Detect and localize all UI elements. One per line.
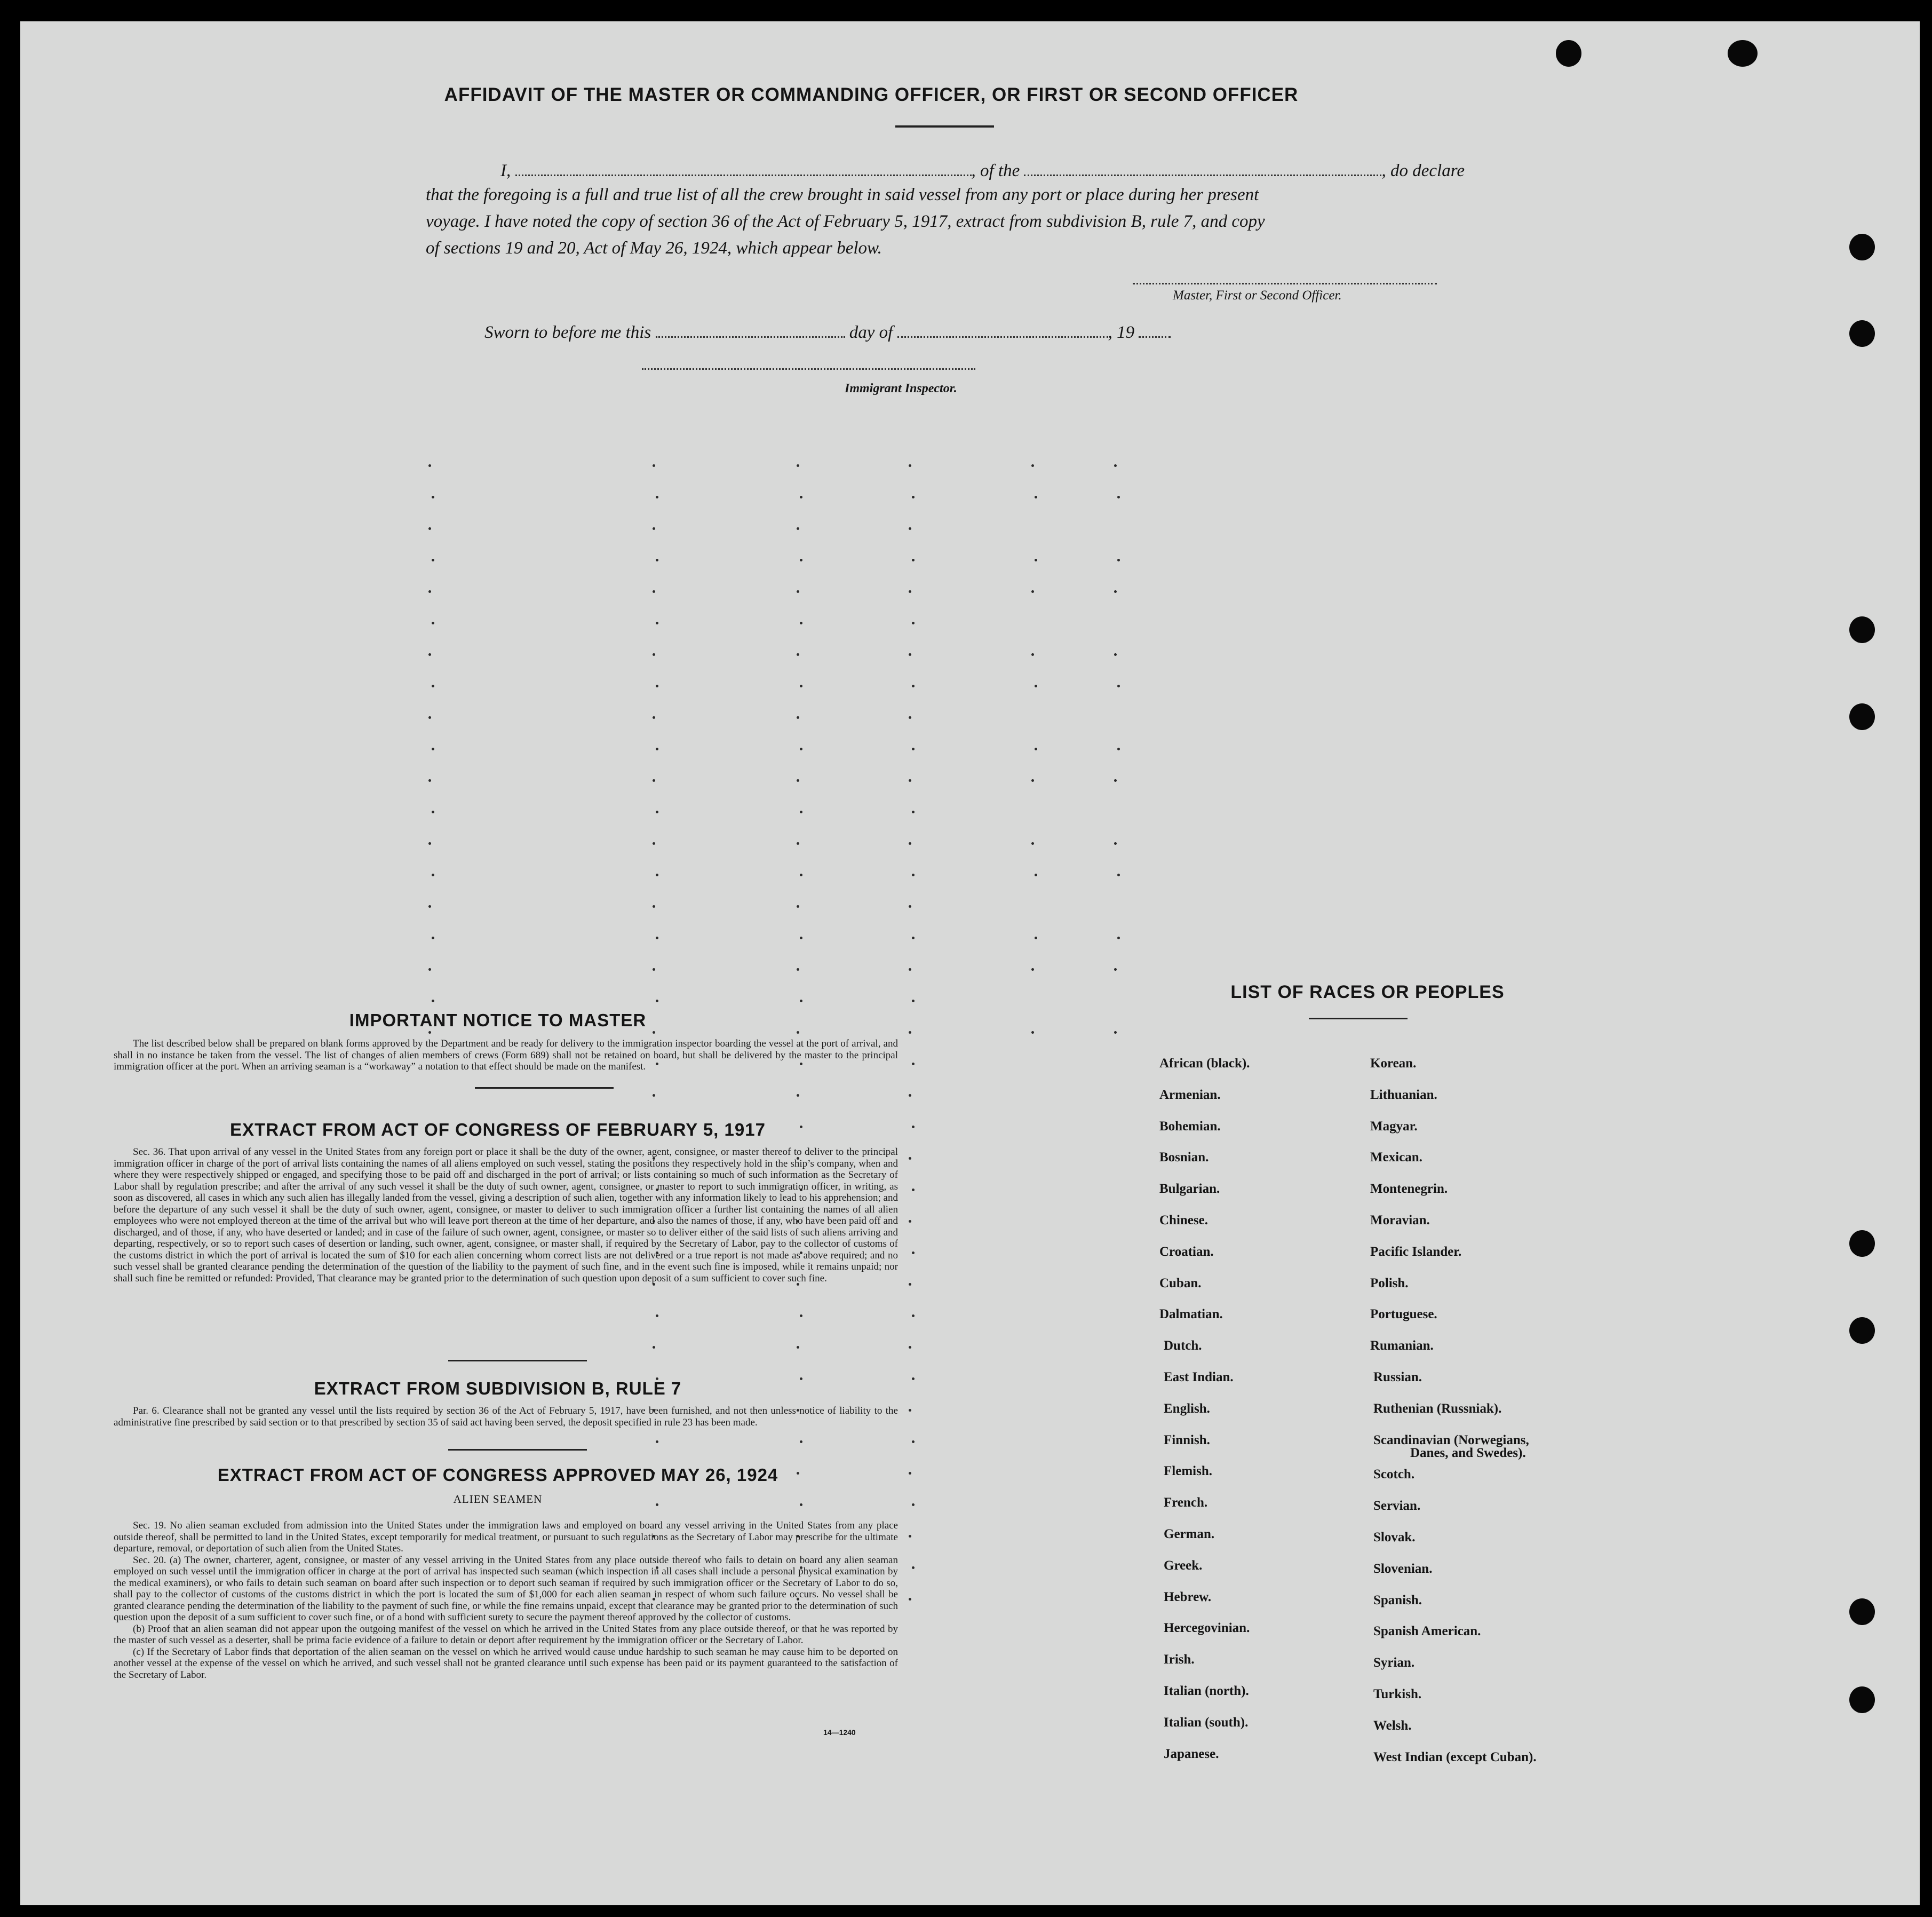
bleed-dot [653, 716, 655, 719]
extract-1917-title: EXTRACT FROM ACT OF CONGRESS OF FEBRUARY 5, 1917 [230, 1120, 766, 1139]
declaration-body [426, 181, 1488, 262]
bleed-dot [1035, 874, 1037, 876]
declaration-body-line: that the foregoing is a full and true list of all the crew brought in said vessel from any port or place during her present [426, 185, 1259, 204]
race-item: Montenegrin. [1370, 1182, 1448, 1197]
bleed-dot [656, 811, 658, 813]
bleed-dot [656, 748, 658, 750]
bleed-dot [653, 527, 655, 530]
bleed-dot [1031, 1031, 1034, 1034]
bleed-dot [656, 496, 658, 498]
bleed-dot [1031, 968, 1034, 971]
bleed-dot [912, 1126, 915, 1128]
extract-1924-text [114, 1520, 898, 1681]
race-item: Armenian. [1159, 1087, 1221, 1102]
section-divider [448, 1449, 587, 1451]
race-item: Rumanian. [1370, 1338, 1434, 1353]
bleed-dot [800, 685, 802, 687]
bleed-dot [428, 905, 431, 908]
bleed-dot [432, 622, 434, 624]
bleed-dot [797, 1346, 799, 1349]
bleed-dot [800, 811, 802, 813]
bleed-dot [800, 1000, 802, 1002]
inspector-signature-label: Immigrant Inspector. [845, 382, 957, 395]
race-item: Cuban. [1159, 1276, 1202, 1290]
bleed-dot [428, 716, 431, 719]
inspector-signature-line[interactable] [642, 368, 975, 370]
bleed-dot [1031, 653, 1034, 656]
bleed-dot [797, 779, 799, 782]
race-item: Moravian. [1370, 1213, 1430, 1227]
bleed-dot [909, 716, 911, 719]
officer-name-field[interactable] [515, 175, 972, 176]
bleed-dot [1035, 496, 1037, 498]
bleed-dot [1117, 874, 1120, 876]
bleed-dot [800, 748, 802, 750]
bleed-dot [912, 1314, 915, 1317]
bleed-dot [653, 1346, 655, 1349]
bleed-dot [653, 653, 655, 656]
bleed-dot [656, 685, 658, 687]
punch-hole [1849, 703, 1875, 730]
bleed-dot [1117, 748, 1120, 750]
race-item: Welsh. [1373, 1718, 1412, 1733]
race-item: English. [1164, 1401, 1210, 1416]
bleed-dot [800, 1314, 802, 1317]
bleed-dot [909, 1346, 911, 1349]
bleed-dot [653, 464, 655, 467]
bleed-dot [912, 1503, 915, 1506]
bleed-dot [797, 842, 799, 845]
master-signature-label: Master, First or Second Officer. [1173, 288, 1342, 303]
bleed-dot [1035, 748, 1037, 750]
race-item: German. [1164, 1527, 1215, 1541]
race-item: Japanese. [1164, 1746, 1219, 1761]
bleed-dot [432, 811, 434, 813]
bleed-dot [912, 496, 915, 498]
race-item: Flemish. [1164, 1464, 1212, 1479]
bleed-dot [1035, 937, 1037, 939]
bleed-dot [909, 1472, 911, 1475]
race-item: Spanish. [1373, 1593, 1422, 1607]
bleed-dot [912, 811, 915, 813]
extract-1924-title: EXTRACT FROM ACT OF CONGRESS APPROVED MAY 26, 1924 [217, 1465, 778, 1485]
bleed-dot [797, 968, 799, 971]
bleed-dot [800, 496, 802, 498]
race-item: Slovenian. [1373, 1561, 1433, 1576]
punch-hole [1849, 1598, 1875, 1625]
master-signature-line[interactable] [1133, 283, 1437, 284]
bleed-dot [432, 874, 434, 876]
races-title: LIST OF RACES OR PEOPLES [1230, 982, 1505, 1002]
section-divider [448, 1360, 587, 1361]
extract-1917-text: Sec. 36. That upon arrival of any vessel in the United States from any foreign port or place it shall be the duty of the owner, agent, consignee, or master thereof to deliver to the principal immigration officer in charge of the port of arrival lists containing the names of all aliens employed on such vessel, stating the positions they respectively hold in the ship’s company, when and where they were respectively shipped or engaged, and specifying those to be paid off and discharged in the port of arrival; or lists containing so much of such information as the Secretary of Labor shall by regulation prescribe; and after the arrival of any such vessel it shall be the duty of such owner, agent, consignee, or master to report to such immigration officer, in writing, as soon as discovered, all cases in which any such alien has illegally landed from the vessel, giving a description of such alien, together with any information likely to lead to his apprehension; and before the departure of any such vessel it shall be the duty of such owner, agent, consignee, or master to deliver to such immigration officer a further list containing the names of all alien employees who were not employed thereon at the time of the arrival but who will leave port thereon at the time of her departure, and also the names of those, if any, who have been paid off and discharged, and of those, if any, who have deserted or landed; and in case of the failure of such owner, agent, consignee, or master so to deliver either of the said lists of such aliens arriving and departing, respectively, or so to report such cases of desertion or landing, such owner, agent, consignee, or master shall, if required by the Secretary of Labor, pay to the collector of customs of the customs district in which the port of arrival is located the sum of $10 for each alien concerning whom correct lists are not delivered or a true report is not made as above required; and no such vessel shall be granted clearance pending the determination of the question of the liability to the payment of such fine, and in the event such fine is imposed, while it remains unpaid; nor shall such fine be remitted or refunded: Provided, That clearance may be granted prior to the determination of such question upon deposit of a sum sufficient to cover such fine. [114, 1146, 898, 1284]
bleed-dot [656, 874, 658, 876]
race-item: Greek. [1164, 1558, 1203, 1573]
bleed-dot [909, 527, 911, 530]
bleed-dot [653, 1031, 655, 1034]
race-item: Hebrew. [1164, 1589, 1212, 1604]
bleed-dot [432, 496, 434, 498]
race-item: Finnish. [1164, 1432, 1210, 1447]
punch-hole [1728, 40, 1758, 67]
bleed-dot [428, 1031, 431, 1034]
race-item: Danes, and Swedes). [1410, 1445, 1526, 1460]
race-item: Ruthenian (Russniak). [1373, 1401, 1502, 1416]
bleed-dot [656, 622, 658, 624]
bleed-dot [656, 937, 658, 939]
bleed-dot [797, 653, 799, 656]
race-item: Bulgarian. [1159, 1182, 1220, 1197]
bleed-dot [912, 874, 915, 876]
bleed-dot [653, 779, 655, 782]
bleed-dot [909, 1157, 911, 1160]
punch-hole [1849, 234, 1875, 260]
bleed-dot [432, 1000, 434, 1002]
race-item: Polish. [1370, 1276, 1409, 1290]
bleed-dot [1117, 559, 1120, 561]
sworn-day-of: day of [849, 323, 893, 342]
race-item: Croatian. [1159, 1244, 1214, 1259]
bleed-dot [1114, 842, 1117, 845]
bleed-dot [909, 968, 911, 971]
bleed-dot [428, 779, 431, 782]
bleed-dot [797, 716, 799, 719]
punch-hole [1849, 1230, 1875, 1257]
bleed-dot [800, 559, 802, 561]
bleed-dot [428, 590, 431, 593]
bleed-dot [1117, 496, 1120, 498]
bleed-dot [797, 464, 799, 467]
bleed-dot [797, 1031, 799, 1034]
bleed-dot [656, 1440, 658, 1443]
sworn-year: , 19 [1108, 323, 1135, 342]
bleed-dot [912, 1000, 915, 1002]
sec-20b-text: (b) Proof that an alien seaman did not appear upon the outgoing manifest of the vessel on which he arrived in the United States from any place outside thereof, or that he was reported by the master of such vessel as a deserter, shall be prima facie evidence of a failure to detain or deport after requirement by the immigration officer or the Secretary of Labor. [114, 1623, 898, 1646]
races-title-underline [1309, 1018, 1408, 1019]
sworn-prefix: Sworn to before me this [484, 323, 651, 342]
declare-i: I, [500, 161, 511, 180]
bleed-dot [1035, 685, 1037, 687]
bleed-dot [656, 1314, 658, 1317]
sec-20c-text: (c) If the Secretary of Labor finds that deportation of the alien seaman on the vessel on which he arrived would cause undue hardship to such seaman he may cause him to be deported on another vessel at the expense of the vessel on which he arrived, and such vessel shall not be granted clearance until such expense has been paid or its payment guaranteed to the satisfaction of the Secretary of Labor. [114, 1646, 898, 1681]
race-item: Dutch. [1164, 1338, 1202, 1353]
race-item: Mexican. [1370, 1150, 1422, 1165]
bleed-dot [800, 874, 802, 876]
bleed-dot [800, 1440, 802, 1443]
bleed-dot [909, 590, 911, 593]
bleed-dot [912, 685, 915, 687]
bleed-dot [428, 527, 431, 530]
race-item: Hercegovinian. [1164, 1621, 1250, 1636]
section-divider [475, 1087, 614, 1089]
bleed-dot [1035, 559, 1037, 561]
extract-1924-subtitle: ALIEN SEAMEN [453, 1493, 543, 1506]
bleed-dot [909, 905, 911, 908]
extract-rule7-title: EXTRACT FROM SUBDIVISION B, RULE 7 [314, 1379, 682, 1398]
bleed-dot [1031, 464, 1034, 467]
bleed-dot [653, 905, 655, 908]
race-item: Italian (south). [1164, 1715, 1249, 1730]
race-item: Bohemian. [1159, 1119, 1221, 1134]
bleed-dot [428, 464, 431, 467]
bleed-dot [653, 590, 655, 593]
bleed-dot [432, 937, 434, 939]
race-item: Lithuanian. [1370, 1087, 1437, 1102]
bleed-dot [909, 1220, 911, 1223]
bleed-dot [912, 559, 915, 561]
race-item: French. [1164, 1495, 1208, 1510]
declare-tail: , do declare [1381, 161, 1465, 180]
bleed-dot [912, 748, 915, 750]
race-item: African (black). [1159, 1056, 1250, 1071]
affidavit-title: AFFIDAVIT OF THE MASTER OR COMMANDING OFFICER, OR FIRST OR SECOND OFFICER [444, 84, 1299, 105]
bleed-dot [1117, 937, 1120, 939]
bleed-dot [912, 1377, 915, 1380]
sworn-line [484, 323, 1171, 343]
race-item: Portuguese. [1370, 1307, 1437, 1322]
extract-rule7-text: Par. 6. Clearance shall not be granted any vessel until the lists required by section 36 of the Act of February 5, 1917, have been furnished, and not then unless notice of liability to the administrative fine prescribed by said section or to that prescribed by section 35 of said act having been served, the deposit specified in rule 23 has been made. [114, 1405, 898, 1428]
race-item: Scandinavian (Norwegians, [1373, 1432, 1529, 1447]
bleed-dot [912, 937, 915, 939]
notice-title: IMPORTANT NOTICE TO MASTER [349, 1010, 647, 1030]
bleed-dot [909, 842, 911, 845]
race-item: Irish. [1164, 1652, 1195, 1667]
bleed-dot [912, 622, 915, 624]
bleed-dot [653, 1094, 655, 1097]
sworn-year-field[interactable] [1139, 336, 1171, 338]
bleed-dot [909, 464, 911, 467]
bleed-dot [912, 1440, 915, 1443]
bleed-dot [1031, 842, 1034, 845]
bleed-dot [800, 937, 802, 939]
title-underline [895, 125, 994, 128]
declaration-body-line: of sections 19 and 20, Act of May 26, 1924, which appear below. [426, 239, 882, 258]
bleed-dot [909, 1598, 911, 1601]
race-item: Chinese. [1159, 1213, 1208, 1227]
sec-20a-text: Sec. 20. (a) The owner, charterer, agent, consignee, or master of any vessel arriving in the United States from any place outside thereof who fails to detain on board any alien seaman employed on such vessel until the immigration officer in charge at the port of arrival has inspected such seaman (which inspection in all cases shall include a personal physical examination by the medical examiners), or who fails to detain such seaman on board after such inspection or to deport such seaman if required by such immigration officer or the Secretary of Labor to do so, shall pay to the collector of customs of the customs district in which the port is located the sum of $1,000 for each alien seaman in respect of whom such failure occurs. No vessel shall be granted clearance pending the determination of the liability to the payment of such fine, or while the fine remains unpaid, except that clearance may be granted prior to the determination of such question upon the deposit of a sum sufficient to cover such fine, or of a bond with sufficient surety to secure the payment thereof approved by the collector of customs. [114, 1554, 898, 1623]
bleed-dot [909, 1409, 911, 1412]
bleed-dot [656, 1000, 658, 1002]
bleed-dot [912, 1063, 915, 1065]
vessel-name-field[interactable] [1024, 175, 1381, 176]
bleed-dot [1114, 779, 1117, 782]
declaration-line [500, 161, 1465, 181]
bleed-dot [1031, 779, 1034, 782]
bleed-dot [1114, 464, 1117, 467]
bleed-dot [653, 842, 655, 845]
punch-hole [1556, 40, 1581, 67]
declaration-body-line: voyage. I have noted the copy of section 36 of the Act of February 5, 1917, extract from subdivision B, rule 7, and copy [426, 212, 1265, 231]
race-item: Syrian. [1373, 1655, 1415, 1670]
bleed-dot [909, 1094, 911, 1097]
race-item: Italian (north). [1164, 1684, 1249, 1698]
bleed-dot [909, 779, 911, 782]
bleed-dot [909, 1283, 911, 1286]
bleed-dot [428, 653, 431, 656]
race-item: Turkish. [1373, 1687, 1422, 1701]
form-number: 14—1240 [823, 1728, 856, 1737]
race-item: Russian. [1373, 1370, 1422, 1384]
race-item: Spanish American. [1373, 1624, 1481, 1639]
race-item: West Indian (except Cuban). [1373, 1749, 1537, 1764]
race-item: Magyar. [1370, 1119, 1418, 1134]
bleed-dot [909, 1535, 911, 1538]
sec-19-text: Sec. 19. No alien seaman excluded from admission into the United States under the immigration laws and employed on board any vessel arriving in the United States from any place outside thereof, shall be permitted to land in the United States, except temporarily for medical treatment, or pursuant to such regulations as the Secretary of Labor may prescribe for the ultimate departure, removal, or deportation of such alien from the United States. [114, 1520, 898, 1554]
sworn-day-field[interactable] [656, 336, 845, 338]
bleed-dot [432, 685, 434, 687]
punch-hole [1849, 1317, 1875, 1344]
punch-hole [1849, 616, 1875, 643]
bleed-dot [912, 1566, 915, 1569]
manifest-page [20, 21, 1920, 1905]
bleed-dot [797, 905, 799, 908]
bleed-dot [797, 1094, 799, 1097]
bleed-dot [432, 748, 434, 750]
bleed-dot [428, 968, 431, 971]
declare-of-the: , of the [971, 161, 1020, 180]
race-item: Dalmatian. [1159, 1307, 1223, 1322]
notice-text: The list described below shall be prepared on blank forms approved by the Department and be ready for delivery to the immigration inspector boarding the vessel at the port of arrival, and shall in no instance be taken from the vessel. The list of changes of alien members of crews (Form 689) shall not be retained on board, but shall be delivered by the master to the principal immigration officer at the port. When an arriving seaman is a “workaway” a notation to that effect should be made on the manifest. [114, 1038, 898, 1072]
bleed-dot [656, 559, 658, 561]
race-item: Slovak. [1373, 1530, 1416, 1544]
bleed-dot [909, 653, 911, 656]
bleed-dot [653, 968, 655, 971]
bleed-dot [1114, 1031, 1117, 1034]
punch-hole [1849, 1686, 1875, 1713]
bleed-dot [432, 559, 434, 561]
bleed-dot [909, 1031, 911, 1034]
bleed-dot [1114, 968, 1117, 971]
race-item: East Indian. [1164, 1370, 1234, 1384]
bleed-dot [1114, 653, 1117, 656]
race-item: Servian. [1373, 1499, 1421, 1514]
bleed-dot [797, 527, 799, 530]
bleed-dot [1117, 685, 1120, 687]
race-item: Scotch. [1373, 1467, 1415, 1482]
bleed-dot [800, 622, 802, 624]
bleed-dot [428, 842, 431, 845]
race-item: Bosnian. [1159, 1150, 1209, 1165]
race-item: Pacific Islander. [1370, 1244, 1462, 1259]
punch-hole [1849, 320, 1875, 347]
sworn-month-field[interactable] [897, 336, 1108, 338]
bleed-dot [1114, 590, 1117, 593]
bleed-dot [797, 590, 799, 593]
bleed-dot [1031, 590, 1034, 593]
bleed-dot [912, 1251, 915, 1254]
race-item: Korean. [1370, 1056, 1417, 1071]
bleed-dot [912, 1189, 915, 1191]
